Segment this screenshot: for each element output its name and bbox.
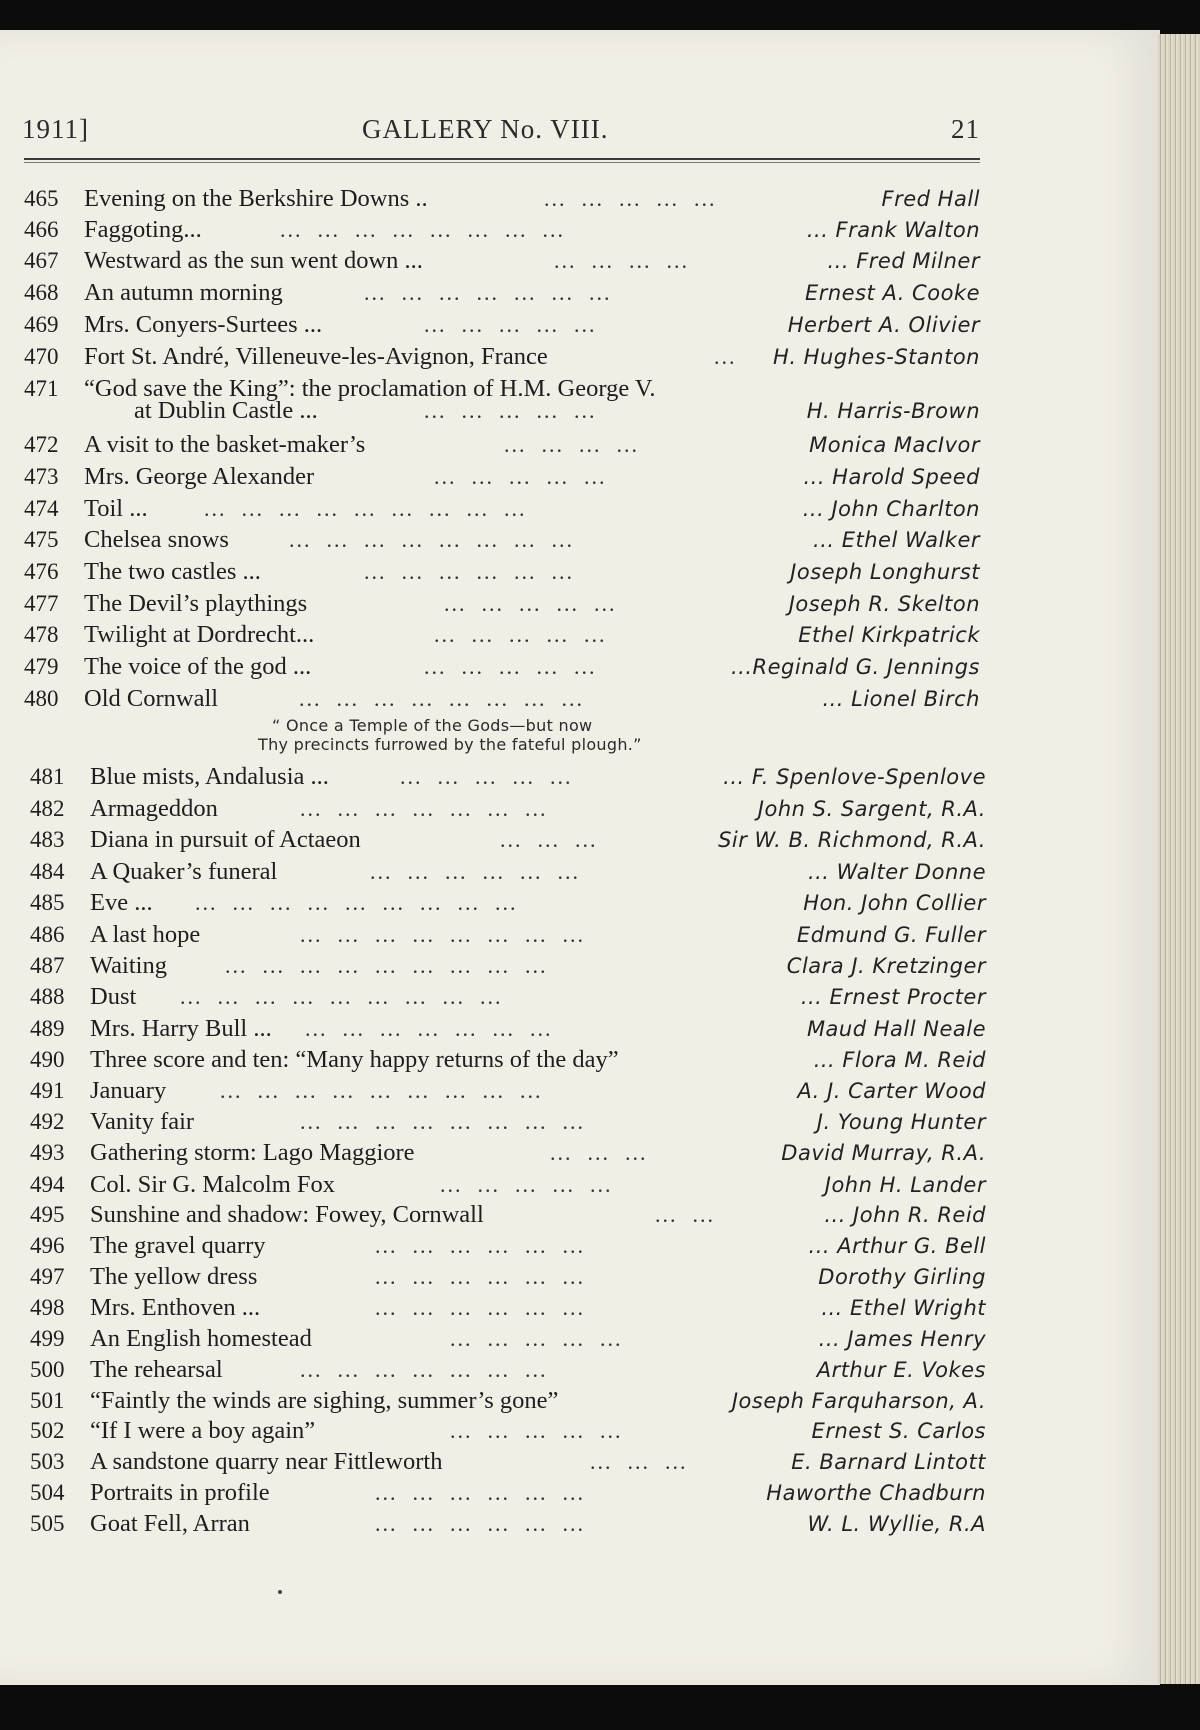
ink-speck bbox=[278, 1590, 282, 1594]
entry-artist: ... Ernest Procter bbox=[800, 985, 986, 1009]
entry-number: 476 bbox=[24, 559, 59, 584]
entry-number: 480 bbox=[24, 686, 59, 711]
catalogue-entry bbox=[30, 1293, 986, 1323]
entry-title: Faggoting... bbox=[84, 216, 202, 243]
entry-artist: ... Ethel Walker bbox=[813, 528, 980, 552]
entry-title: The gravel quarry bbox=[90, 1232, 266, 1259]
entry-artist: ... Walter Donne bbox=[807, 860, 986, 884]
catalogue-entry bbox=[30, 1509, 986, 1539]
entry-number: 501 bbox=[30, 1388, 65, 1413]
entry-number: 466 bbox=[24, 217, 59, 242]
entry-artist: ... Ethel Wright bbox=[821, 1296, 986, 1320]
leader-dots: ... ... ... bbox=[590, 1449, 688, 1474]
entry-artist: W. L. Wyllie, R.A bbox=[807, 1512, 986, 1536]
entry-title: Westward as the sun went down ... bbox=[84, 247, 423, 274]
entry-artist: Fred Hall bbox=[881, 187, 980, 211]
entry-artist: Joseph Longhurst bbox=[790, 560, 980, 584]
entry-number: 503 bbox=[30, 1449, 65, 1474]
entry-number: 497 bbox=[30, 1264, 65, 1289]
entry-number: 475 bbox=[24, 527, 59, 552]
leader-dots: ... ... ... ... ... ... ... ... ... bbox=[220, 1078, 543, 1103]
entry-number: 469 bbox=[24, 312, 59, 337]
leader-dots: ... ... ... ... ... ... bbox=[375, 1264, 585, 1289]
catalogue-entry bbox=[30, 951, 986, 981]
entry-title: Vanity fair bbox=[90, 1108, 195, 1135]
entry-number: 487 bbox=[30, 953, 65, 978]
entry-number: 496 bbox=[30, 1233, 65, 1258]
leader-dots: ... ... ... ... ... ... ... bbox=[305, 1016, 553, 1041]
entry-artist: ... Lionel Birch bbox=[822, 687, 980, 711]
entry-number: 485 bbox=[30, 890, 65, 915]
leader-dots: ... ... ... ... ... bbox=[434, 622, 607, 647]
entry-number: 500 bbox=[30, 1357, 65, 1382]
catalogue-entry bbox=[30, 1138, 986, 1168]
leader-dots: ... ... ... ... ... ... ... ... ... bbox=[225, 953, 548, 978]
entry-title: Three score and ten: “Many happy returns of the day” bbox=[90, 1046, 619, 1073]
leader-dots: ... ... ... ... ... ... ... ... ... bbox=[180, 984, 503, 1009]
catalogue-entry bbox=[30, 982, 986, 1012]
leader-dots: ... ... ... ... ... bbox=[400, 764, 573, 789]
leader-dots: ... ... ... ... ... ... ... ... bbox=[280, 217, 565, 242]
quote-line-2: Thy precincts furrowed by the fateful plough.” bbox=[258, 735, 642, 754]
entry-title: “Faintly the winds are sighing, summer’s gone” bbox=[90, 1387, 559, 1414]
entry-title: Toil ... bbox=[84, 495, 148, 522]
leader-dots: ... ... ... ... ... ... bbox=[375, 1480, 585, 1505]
entry-artist: John S. Sargent, R.A. bbox=[757, 797, 986, 821]
entry-number: 486 bbox=[30, 922, 65, 947]
entry-number: 467 bbox=[24, 248, 59, 273]
entry-title: January bbox=[90, 1077, 167, 1104]
catalogue-entry bbox=[30, 1386, 986, 1416]
entry-title: Col. Sir G. Malcolm Fox bbox=[90, 1171, 336, 1198]
entry-artist: Maud Hall Neale bbox=[806, 1017, 986, 1041]
catalogue-entry bbox=[30, 857, 986, 887]
catalogue-entry bbox=[30, 1014, 986, 1044]
leader-dots: ... ... ... bbox=[500, 827, 598, 852]
entry-title: Fort St. André, Villeneuve-les-Avignon, France bbox=[84, 343, 548, 370]
entry-title: Mrs. George Alexander bbox=[84, 463, 315, 490]
leader-dots: ... ... ... ... ... ... ... ... ... bbox=[195, 890, 518, 915]
entry-number: 473 bbox=[24, 464, 59, 489]
leader-dots: ... ... ... ... bbox=[504, 432, 639, 457]
header-gallery-title: GALLERY No. VIII. bbox=[362, 114, 609, 144]
catalogue-entry bbox=[30, 1107, 986, 1137]
entry-title: Goat Fell, Arran bbox=[90, 1510, 250, 1537]
entry-artist: Dorothy Girling bbox=[818, 1265, 986, 1289]
entry-number: 483 bbox=[30, 827, 65, 852]
entry-artist: ...Reginald G. Jennings bbox=[731, 655, 980, 679]
leader-dots: ... ... ... ... ... bbox=[450, 1418, 623, 1443]
catalogue-entry bbox=[30, 1416, 986, 1446]
entry-artist: ... F. Spenlove-Spenlove bbox=[723, 765, 986, 789]
leader-dots: ... ... ... ... ... bbox=[544, 186, 717, 211]
leader-dots: ... ... ... ... ... bbox=[424, 312, 597, 337]
catalogue-entry bbox=[30, 825, 986, 855]
entry-number: 471 bbox=[24, 376, 59, 401]
entry-number: 491 bbox=[30, 1078, 65, 1103]
page-edge bbox=[1158, 34, 1200, 1684]
catalogue-entry bbox=[30, 1076, 986, 1106]
entry-number: 498 bbox=[30, 1295, 65, 1320]
entry-title: “If I were a boy again” bbox=[90, 1417, 316, 1444]
leader-dots: ... ... ... ... ... bbox=[424, 398, 597, 423]
entry-number: 499 bbox=[30, 1326, 65, 1351]
entry-title: A sandstone quarry near Fittleworth bbox=[90, 1448, 443, 1475]
leader-dots: ... ... ... ... bbox=[554, 248, 689, 273]
entry-number: 470 bbox=[24, 344, 59, 369]
entry-number: 504 bbox=[30, 1480, 65, 1505]
catalogue-entry bbox=[30, 888, 986, 918]
leader-dots: ... ... ... ... ... ... ... ... bbox=[299, 686, 584, 711]
leader-dots: ... ... ... ... ... ... ... bbox=[300, 796, 548, 821]
entry-title: Dust bbox=[90, 983, 137, 1010]
entry-title: The two castles ... bbox=[84, 558, 261, 585]
entry-title: The Devil’s playthings bbox=[84, 590, 308, 617]
entry-artist: Monica MacIvor bbox=[809, 433, 980, 457]
entry-artist: Edmund G. Fuller bbox=[796, 923, 986, 947]
leader-dots: ... ... ... ... ... ... bbox=[370, 859, 580, 884]
leader-dots: ... ... ... ... ... ... bbox=[375, 1295, 585, 1320]
catalogue-entry bbox=[30, 1200, 986, 1230]
leader-dots: ... ... ... ... ... ... ... ... bbox=[289, 527, 574, 552]
entry-number: 489 bbox=[30, 1016, 65, 1041]
entry-artist: ... Arthur G. Bell bbox=[808, 1234, 986, 1258]
leader-dots: ... ... ... ... ... ... ... bbox=[364, 280, 612, 305]
entry-artist: Joseph Farquharson, A. bbox=[731, 1389, 986, 1413]
entry-title: Diana in pursuit of Actaeon bbox=[90, 826, 361, 853]
entry-title: Mrs. Conyers-Surtees ... bbox=[84, 311, 323, 338]
entry-artist: ... Harold Speed bbox=[803, 465, 980, 489]
entry-artist: Clara J. Kretzinger bbox=[786, 954, 986, 978]
entry-artist: ... John Charlton bbox=[802, 497, 980, 521]
entry-artist: Sir W. B. Richmond, R.A. bbox=[718, 828, 986, 852]
entry-title: Twilight at Dordrecht... bbox=[84, 621, 315, 648]
leader-dots: ... ... ... ... ... bbox=[440, 1172, 613, 1197]
entry-artist: H. Harris-Brown bbox=[806, 399, 980, 423]
entry-artist: J. Young Hunter bbox=[816, 1110, 986, 1134]
entry-artist: E. Barnard Lintott bbox=[791, 1450, 986, 1474]
entry-title: Gathering storm: Lago Maggiore bbox=[90, 1139, 415, 1166]
entry-artist: Hon. John Collier bbox=[803, 891, 986, 915]
entry-title: A visit to the basket-maker’s bbox=[84, 431, 366, 458]
entry-title: Eve ... bbox=[90, 889, 153, 916]
entry-title: Blue mists, Andalusia ... bbox=[90, 763, 329, 790]
entry-title: Armageddon bbox=[90, 795, 218, 822]
quote-line-1: “ Once a Temple of the Gods—but now bbox=[272, 716, 593, 735]
catalogue-entry bbox=[30, 1045, 986, 1075]
entry-title: A Quaker’s funeral bbox=[90, 858, 278, 885]
catalogue-entry bbox=[30, 920, 986, 950]
entry-number: 490 bbox=[30, 1047, 65, 1072]
catalogue-entry bbox=[30, 1478, 986, 1508]
leader-dots: ... ... bbox=[655, 1202, 715, 1227]
entry-artist: Herbert A. Olivier bbox=[787, 313, 980, 337]
leader-dots: ... ... ... ... ... ... ... bbox=[300, 1357, 548, 1382]
entry-title: A last hope bbox=[90, 921, 201, 948]
page-number: 21 bbox=[951, 114, 980, 144]
entry-artist: Ernest S. Carlos bbox=[811, 1419, 986, 1443]
leader-dots: ... bbox=[714, 344, 737, 369]
entry-title-continuation: at Dublin Castle ... bbox=[134, 397, 318, 424]
entry-number: 494 bbox=[30, 1172, 65, 1197]
leader-dots: ... ... ... ... ... bbox=[434, 464, 607, 489]
entry-number: 481 bbox=[30, 764, 65, 789]
entry-title: Waiting bbox=[90, 952, 167, 979]
entry-number: 488 bbox=[30, 984, 65, 1009]
catalogue-entry bbox=[30, 1447, 986, 1477]
entry-artist: Ernest A. Cooke bbox=[804, 281, 980, 305]
entry-number: 505 bbox=[30, 1511, 65, 1536]
entry-artist: ... Frank Walton bbox=[806, 218, 980, 242]
leader-dots: ... ... ... ... ... ... ... ... bbox=[300, 1109, 585, 1134]
leader-dots: ... ... ... ... ... bbox=[444, 591, 617, 616]
entry-title: The yellow dress bbox=[90, 1263, 258, 1290]
catalogue-entry bbox=[30, 1262, 986, 1292]
entry-artist: ... Fred Milner bbox=[827, 249, 980, 273]
entry-artist: ... James Henry bbox=[818, 1327, 986, 1351]
catalogue-entry bbox=[30, 794, 986, 824]
entry-artist: John H. Lander bbox=[824, 1173, 986, 1197]
catalogue-entry bbox=[30, 762, 986, 792]
entry-number: 482 bbox=[30, 796, 65, 821]
entry-title: The voice of the god ... bbox=[84, 653, 312, 680]
entry-number: 474 bbox=[24, 496, 59, 521]
entry-number: 477 bbox=[24, 591, 59, 616]
leader-dots: ... ... ... ... ... ... bbox=[375, 1233, 585, 1258]
catalogue-entry bbox=[30, 1231, 986, 1261]
leader-dots: ... ... ... ... ... ... bbox=[364, 559, 574, 584]
leader-dots: ... ... ... ... ... ... ... ... bbox=[300, 922, 585, 947]
entry-artist: ... John R. Reid bbox=[824, 1203, 986, 1227]
entry-title: An English homestead bbox=[90, 1325, 312, 1352]
entry-artist: Ethel Kirkpatrick bbox=[798, 623, 980, 647]
entry-number: 502 bbox=[30, 1418, 65, 1443]
entry-artist: ... Flora M. Reid bbox=[813, 1048, 986, 1072]
entry-title: Chelsea snows bbox=[84, 526, 229, 553]
entry-title: Mrs. Harry Bull ... bbox=[90, 1015, 272, 1042]
entry-number: 493 bbox=[30, 1140, 65, 1165]
entry-number: 492 bbox=[30, 1109, 65, 1134]
entry-title: Sunshine and shadow: Fowey, Cornwall bbox=[90, 1201, 484, 1228]
entry-title: Old Cornwall bbox=[84, 685, 219, 712]
entry-title: An autumn morning bbox=[84, 279, 283, 306]
entry-title: The rehearsal bbox=[90, 1356, 223, 1383]
entry-number: 468 bbox=[24, 280, 59, 305]
entry-number: 472 bbox=[24, 432, 59, 457]
leader-dots: ... ... ... bbox=[550, 1140, 648, 1165]
catalogue-entry bbox=[30, 1170, 986, 1200]
leader-dots: ... ... ... ... ... ... ... ... ... bbox=[204, 496, 527, 521]
catalogue-entry bbox=[30, 1355, 986, 1385]
leader-dots: ... ... ... ... ... bbox=[450, 1326, 623, 1351]
entry-number: 495 bbox=[30, 1202, 65, 1227]
entry-number: 465 bbox=[24, 186, 59, 211]
entry-number: 478 bbox=[24, 622, 59, 647]
header-year: 1911] bbox=[22, 114, 89, 144]
entry-artist: H. Hughes-Stanton bbox=[773, 345, 980, 369]
entry-artist: Arthur E. Vokes bbox=[816, 1358, 986, 1382]
entry-artist: Haworthe Chadburn bbox=[766, 1481, 986, 1505]
entry-title: “God save the King”: the proclamation of H.M. George V. bbox=[84, 375, 656, 402]
entry-title: Portraits in profile bbox=[90, 1479, 270, 1506]
entry-number: 479 bbox=[24, 654, 59, 679]
entry-number: 484 bbox=[30, 859, 65, 884]
entry-title: Mrs. Enthoven ... bbox=[90, 1294, 261, 1321]
entry-title: Evening on the Berkshire Downs .. bbox=[84, 185, 428, 212]
leader-dots: ... ... ... ... ... bbox=[424, 654, 597, 679]
entry-artist: David Murray, R.A. bbox=[781, 1141, 986, 1165]
leader-dots: ... ... ... ... ... ... bbox=[375, 1511, 585, 1536]
entry-artist: A. J. Carter Wood bbox=[797, 1079, 986, 1103]
catalogue-entry bbox=[30, 1324, 986, 1354]
entry-artist: Joseph R. Skelton bbox=[788, 592, 980, 616]
